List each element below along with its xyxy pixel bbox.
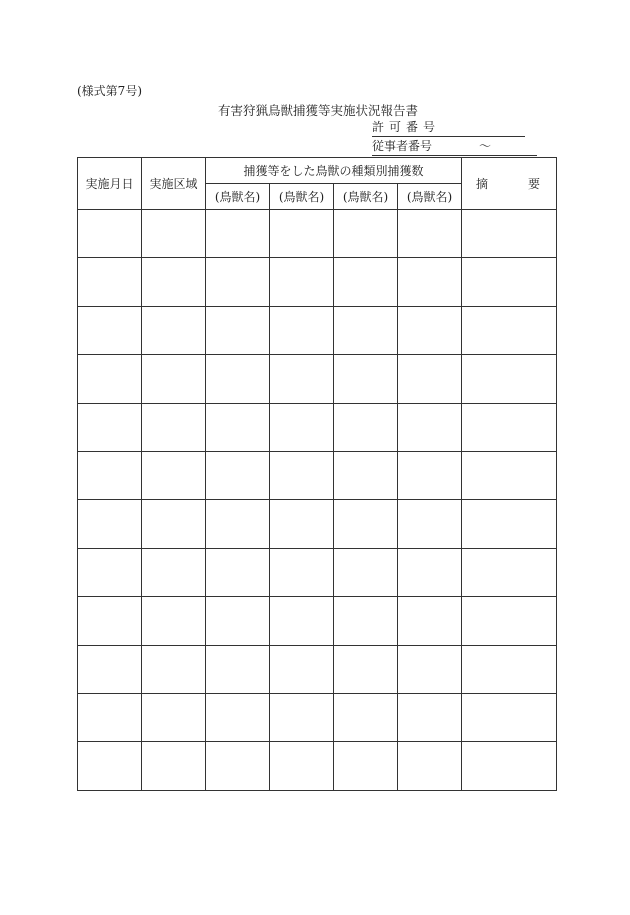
species-count-cell[interactable]: [334, 742, 398, 790]
species-count-cell[interactable]: [334, 403, 398, 451]
species-count-cell[interactable]: [270, 693, 334, 741]
date-cell[interactable]: [78, 210, 142, 258]
column-header-capture-group: 捕獲等をした鳥獣の種類別捕獲数: [206, 158, 462, 184]
remarks-cell[interactable]: [462, 210, 557, 258]
species-count-cell[interactable]: [334, 258, 398, 306]
document-title: 有害狩猟鳥獣捕獲等実施状況報告書: [218, 103, 419, 118]
worker-number-field[interactable]: [372, 139, 537, 156]
species-count-cell[interactable]: [206, 451, 270, 499]
area-cell[interactable]: [142, 403, 206, 451]
species-count-cell[interactable]: [398, 500, 462, 548]
remarks-cell[interactable]: [462, 645, 557, 693]
species-count-cell[interactable]: [334, 548, 398, 596]
column-header-remarks: [462, 158, 557, 210]
area-cell[interactable]: [142, 306, 206, 354]
species-count-cell[interactable]: [334, 645, 398, 693]
species-count-cell[interactable]: [270, 500, 334, 548]
remarks-cell[interactable]: [462, 693, 557, 741]
date-cell[interactable]: [78, 258, 142, 306]
area-cell[interactable]: [142, 742, 206, 790]
species-name-header[interactable]: (鳥獣名): [334, 184, 398, 210]
species-count-cell[interactable]: [398, 210, 462, 258]
area-cell[interactable]: [142, 645, 206, 693]
species-count-cell[interactable]: [334, 500, 398, 548]
species-count-cell[interactable]: [398, 355, 462, 403]
species-count-cell[interactable]: [398, 258, 462, 306]
date-cell[interactable]: [78, 693, 142, 741]
species-count-cell[interactable]: [206, 210, 270, 258]
area-cell[interactable]: [142, 210, 206, 258]
table-row: [78, 645, 557, 693]
table-row: [78, 548, 557, 596]
remarks-cell[interactable]: [462, 500, 557, 548]
species-count-cell[interactable]: [334, 451, 398, 499]
table-row: [78, 742, 557, 790]
species-count-cell[interactable]: [398, 403, 462, 451]
remarks-cell[interactable]: [462, 451, 557, 499]
species-count-cell[interactable]: [206, 258, 270, 306]
date-cell[interactable]: [78, 306, 142, 354]
area-cell[interactable]: [142, 258, 206, 306]
area-cell[interactable]: [142, 693, 206, 741]
date-cell[interactable]: [78, 451, 142, 499]
date-cell[interactable]: [78, 403, 142, 451]
form-number: (様式第7号): [77, 84, 142, 98]
date-cell[interactable]: [78, 355, 142, 403]
species-count-cell[interactable]: [206, 306, 270, 354]
species-count-cell[interactable]: [334, 693, 398, 741]
species-count-cell[interactable]: [398, 742, 462, 790]
table-row: [78, 258, 557, 306]
species-count-cell[interactable]: [334, 210, 398, 258]
species-count-cell[interactable]: [206, 548, 270, 596]
remarks-cell[interactable]: [462, 355, 557, 403]
table-row: [78, 500, 557, 548]
species-count-cell[interactable]: [206, 500, 270, 548]
remarks-cell[interactable]: [462, 306, 557, 354]
species-count-cell[interactable]: [398, 306, 462, 354]
table-row: [78, 355, 557, 403]
area-cell[interactable]: [142, 355, 206, 403]
column-header-area: 実施区域: [142, 158, 206, 210]
species-count-cell[interactable]: [334, 597, 398, 645]
table-row: [78, 597, 557, 645]
column-header-date: 実施月日: [78, 158, 142, 210]
species-count-cell[interactable]: [398, 548, 462, 596]
species-count-cell[interactable]: [398, 451, 462, 499]
species-count-cell[interactable]: [206, 742, 270, 790]
species-count-cell[interactable]: [206, 355, 270, 403]
species-count-cell[interactable]: [270, 306, 334, 354]
area-cell[interactable]: [142, 548, 206, 596]
remarks-cell[interactable]: [462, 258, 557, 306]
species-count-cell[interactable]: [270, 403, 334, 451]
species-count-cell[interactable]: [270, 742, 334, 790]
species-count-cell[interactable]: [206, 693, 270, 741]
species-count-cell[interactable]: [270, 210, 334, 258]
worker-number-label: 従事者番号: [372, 139, 433, 153]
species-name-header[interactable]: (鳥獣名): [206, 184, 270, 210]
permit-number-label: 許可番号: [372, 120, 441, 134]
species-count-cell[interactable]: [270, 645, 334, 693]
species-count-cell[interactable]: [398, 645, 462, 693]
area-cell[interactable]: [142, 597, 206, 645]
table-row: [78, 403, 557, 451]
table-row: [78, 210, 557, 258]
species-count-cell[interactable]: [206, 403, 270, 451]
remarks-label-part: 摘: [476, 176, 489, 191]
species-count-cell[interactable]: [334, 355, 398, 403]
species-count-cell[interactable]: [334, 306, 398, 354]
species-count-cell[interactable]: [270, 258, 334, 306]
remarks-cell[interactable]: [462, 548, 557, 596]
species-count-cell[interactable]: [398, 597, 462, 645]
species-name-header[interactable]: (鳥獣名): [398, 184, 462, 210]
species-count-cell[interactable]: [206, 645, 270, 693]
species-count-cell[interactable]: [270, 355, 334, 403]
date-cell[interactable]: [78, 597, 142, 645]
table-row: [78, 306, 557, 354]
species-name-header[interactable]: (鳥獣名): [270, 184, 334, 210]
worker-range-mark: 〜: [479, 139, 492, 153]
date-cell[interactable]: [78, 548, 142, 596]
species-count-cell[interactable]: [270, 597, 334, 645]
table-row: [78, 693, 557, 741]
species-count-cell[interactable]: [270, 451, 334, 499]
species-count-cell[interactable]: [270, 548, 334, 596]
capture-report-table: [77, 157, 557, 791]
species-count-cell[interactable]: [398, 693, 462, 741]
remarks-cell[interactable]: [462, 742, 557, 790]
area-cell[interactable]: [142, 500, 206, 548]
header-row: [78, 158, 557, 184]
permit-number-field[interactable]: [372, 120, 525, 137]
area-cell[interactable]: [142, 451, 206, 499]
remarks-label-part: 要: [528, 176, 541, 191]
date-cell[interactable]: [78, 645, 142, 693]
date-cell[interactable]: [78, 742, 142, 790]
table-row: [78, 451, 557, 499]
species-count-cell[interactable]: [206, 597, 270, 645]
date-cell[interactable]: [78, 500, 142, 548]
remarks-cell[interactable]: [462, 403, 557, 451]
remarks-cell[interactable]: [462, 597, 557, 645]
